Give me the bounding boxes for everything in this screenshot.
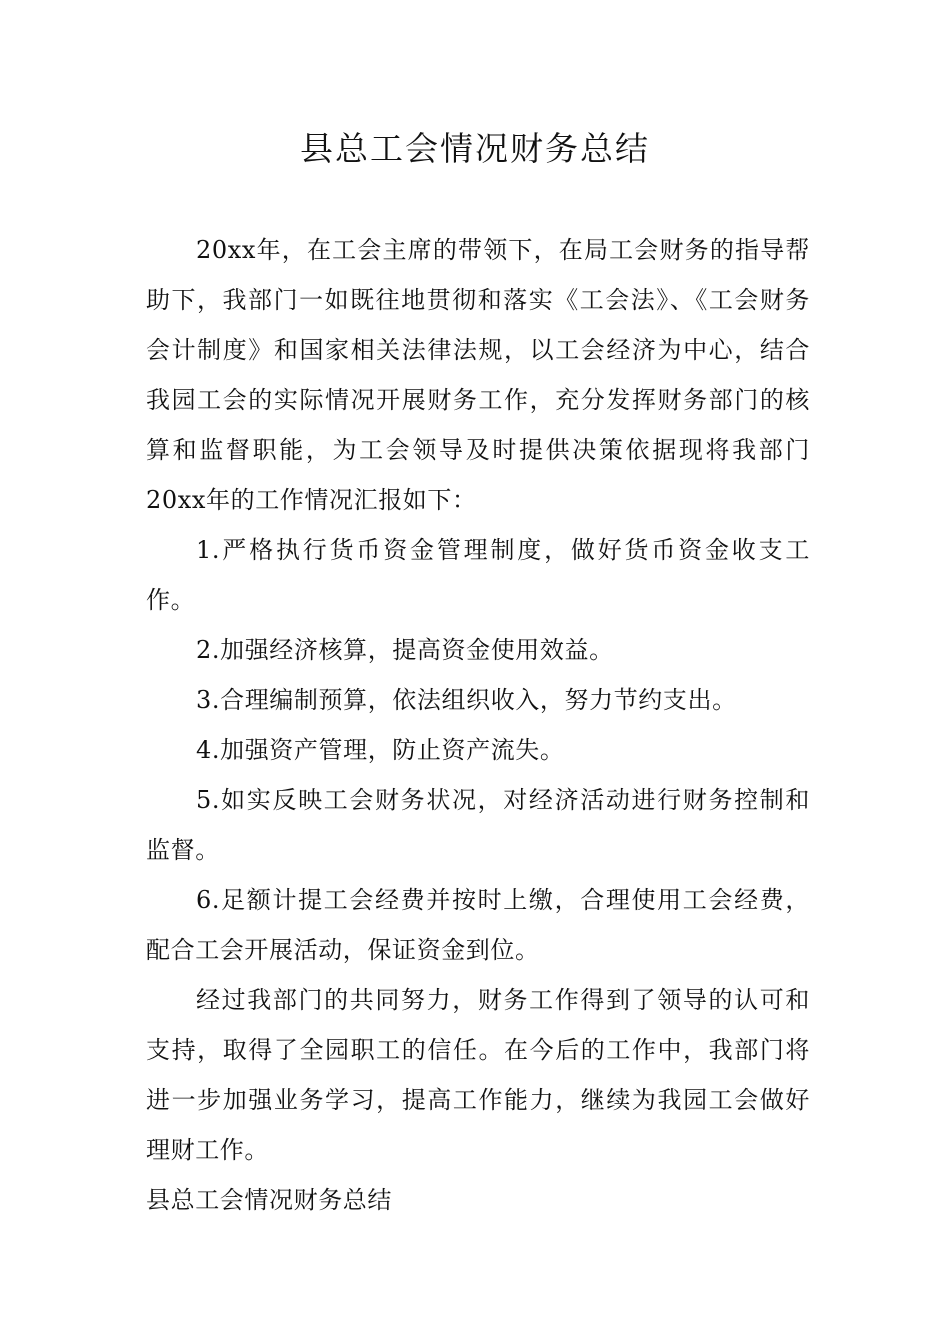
- closing-paragraph: 经过我部门的共同努力，财务工作得到了领导的认可和支持，取得了全园职工的信任。在今后的工作中，我部门将进一步加强业务学习，提高工作能力，继续为我园工会做好理财工作。: [146, 986, 810, 1164]
- list-item-3: 3.合理编制预算，依法组织收入，努力节约支出。: [196, 686, 737, 714]
- list-item-5: 5.如实反映工会财务状况，对经济活动进行财务控制和监督。: [146, 786, 810, 864]
- document-title: 县总工会情况财务总结: [300, 129, 650, 168]
- list-item-6: 6.足额计提工会经费并按时上缴，合理使用工会经费，配合工会开展活动，保证资金到位。: [146, 886, 810, 964]
- list-item-2: 2.加强经济核算，提高资金使用效益。: [196, 636, 614, 664]
- list-item-4: 4.加强资产管理，防止资产流失。: [196, 736, 565, 764]
- footer-title: 县总工会情况财务总结: [146, 1186, 392, 1214]
- intro-paragraph: 20xx年，在工会主席的带领下，在局工会财务的指导帮助下，我部门一如既往地贯彻和落实《工会法》、《工会财务会计制度》和国家相关法律法规，以工会经济为中心，结合我园工会的实际情况开展财务工作，充分发挥财务部门的核算和监督职能，为工会领导及时提供决策依据现将我部门20xx年的工作情况汇报如下：: [146, 236, 810, 514]
- document-body: [146, 225, 810, 1225]
- list-item-1: 1.严格执行货币资金管理制度，做好货币资金收支工作。: [146, 536, 810, 614]
